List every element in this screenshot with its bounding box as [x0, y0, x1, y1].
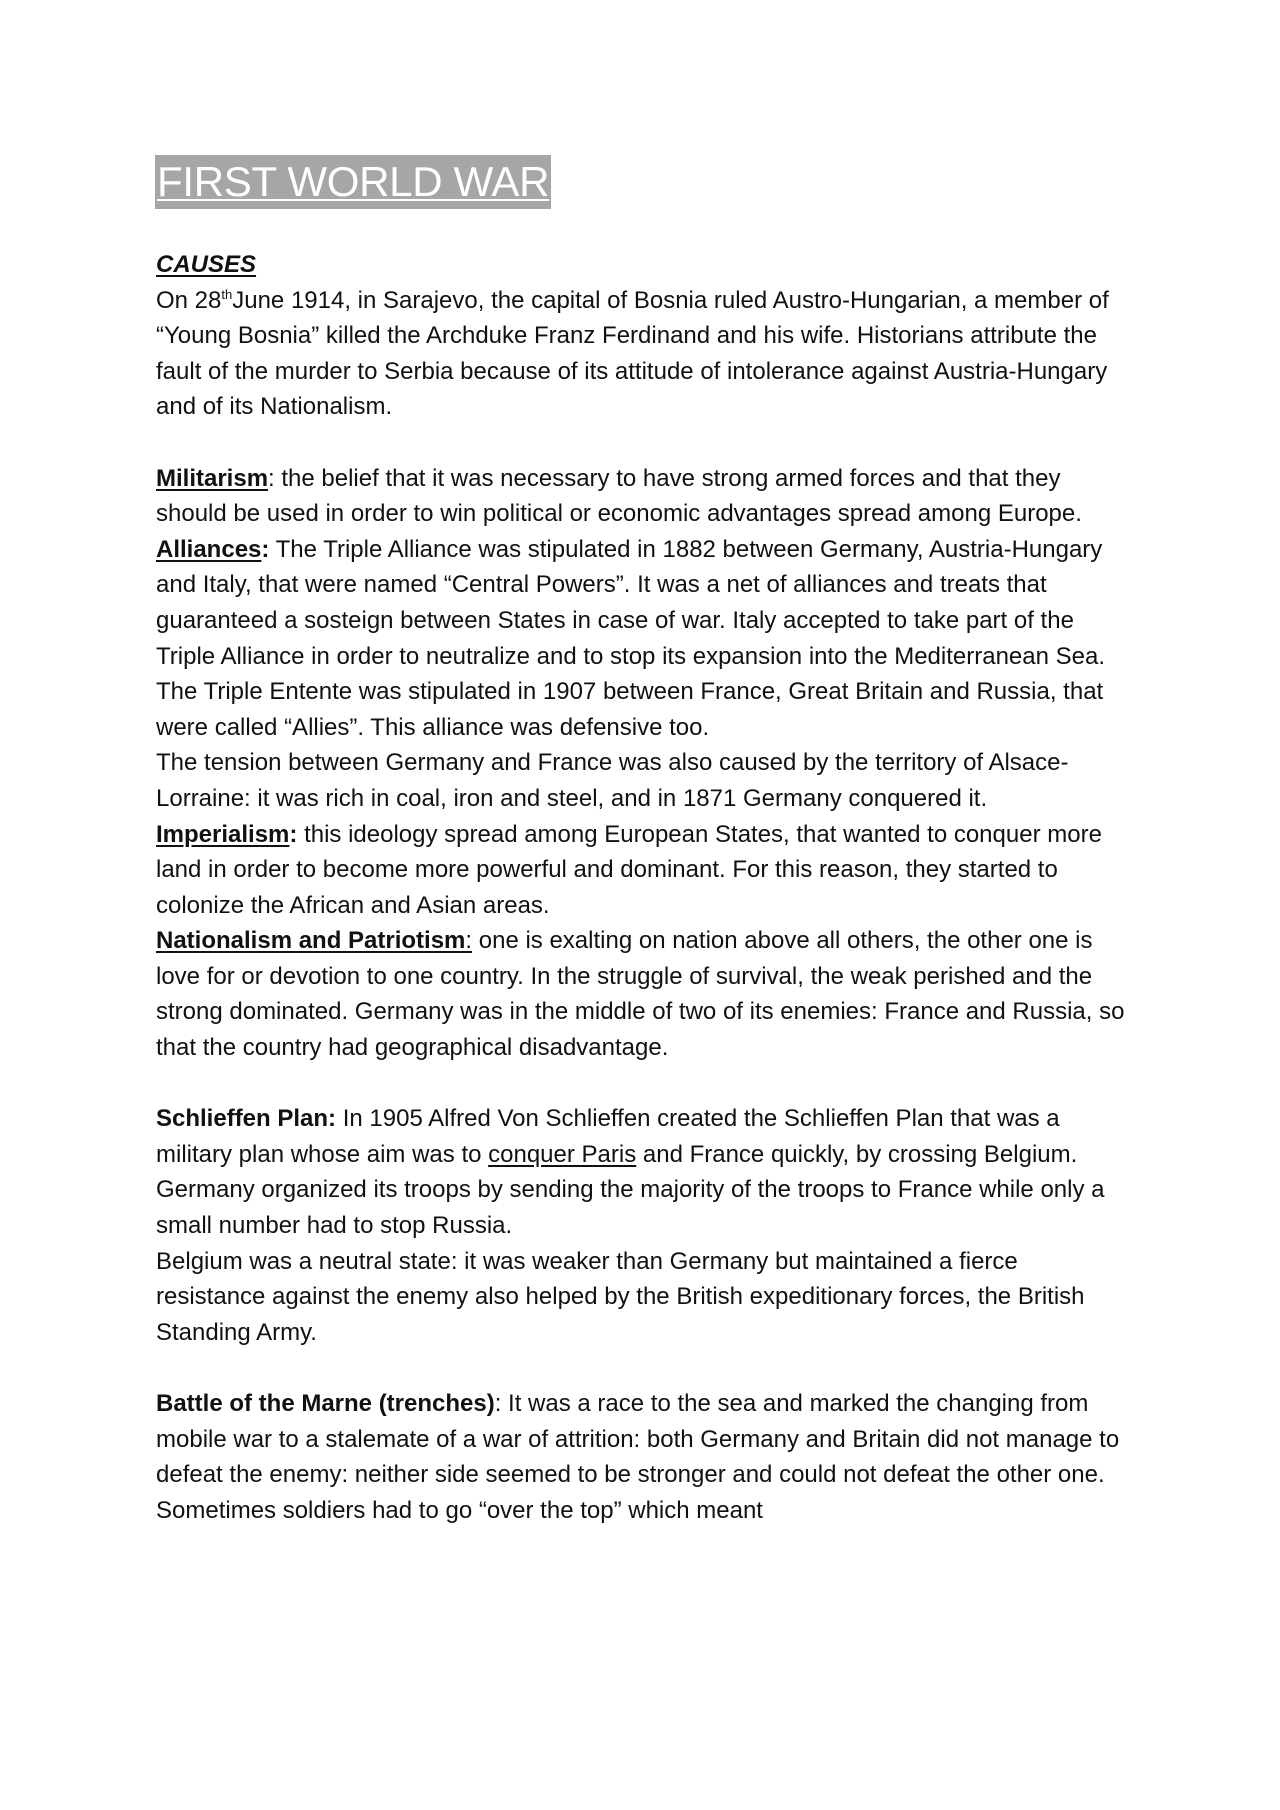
militarism-paragraph: [156, 461, 1131, 532]
imperialism-term: Imperialism: [156, 820, 290, 848]
page-title: FIRST WORLD WAR: [155, 155, 551, 209]
nationalism-term: Nationalism and Patriotism: [156, 927, 466, 955]
imperialism-colon: :: [289, 820, 298, 848]
nationalism-paragraph: [156, 923, 1131, 1065]
schlieffen-underlined: conquer Paris: [488, 1140, 637, 1168]
alliances-term: Alliances: [156, 535, 262, 563]
schlieffen-paragraph: [156, 1101, 1131, 1243]
alliances-colon: :: [261, 535, 270, 563]
imperialism-text: this ideology spread among European States, that wanted to conquer more land in order to become more powerful and dominant. For this reason, they started to colonize the African and Asian areas.: [156, 820, 1102, 919]
paragraph-spacer: [156, 1350, 1131, 1386]
schlieffen-text-before: In 1905 Alfred Von Schlieffen created the Schlieffen Plan that was a military plan whose aim was to: [156, 1105, 1060, 1168]
document-body: [156, 247, 1131, 1528]
alsace-lorraine-paragraph: The tension between Germany and France was also caused by the territory of Alsace-Lorraine: it was rich in coal, iron and steel, and in 1871 Germany conquered it.: [156, 749, 1069, 812]
paragraph-spacer: [156, 425, 1131, 461]
intro-text: June 1914, in Sarajevo, the capital of Bosnia ruled Austro-Hungarian, a member of “Young Bosnia” killed the Archduke Franz Ferdinand and his wife. Historians attribute the fault of the murder to Serbia because of its attitude of intolerance against Austria-Hungary and of its Nationalism.: [156, 286, 1109, 421]
causes-heading: [156, 247, 1131, 283]
nationalism-colon: :: [465, 927, 473, 955]
schlieffen-term: Schlieffen Plan:: [156, 1105, 337, 1133]
schlieffen-text-after: and France quickly, by crossing Belgium. Germany organized its troops by sending the majority of the troops to France while only a small number had to stop Russia.: [156, 1140, 1105, 1240]
imperialism-paragraph: [156, 817, 1131, 924]
causes-heading-text: CAUSES: [156, 251, 257, 278]
intro-ordinal: th: [221, 286, 233, 302]
militarism-text: : the belief that it was necessary to have strong armed forces and that they should be used in order to win political or economic advantages spread among Europe.: [156, 464, 1082, 528]
nationalism-text: one is exalting on nation above all others, the other one is love for or devotion to one country. In the struggle of survival, the weak perished and the strong dominated. Germany was in the middle of two of its enemies: France and Russia, so that the country had geographical disadvantage.: [156, 927, 1125, 1062]
alliances-paragraph: [156, 532, 1131, 674]
entente-paragraph: The Triple Entente was stipulated in 1907 between France, Great Britain and Russia, that were called “Allies”. This alliance was defensive too.: [156, 678, 1104, 741]
intro-day: On 28: [156, 286, 222, 314]
marne-term: Battle of the Marne (trenches): [156, 1390, 495, 1417]
alliances-text: The Triple Alliance was stipulated in 1882 between Germany, Austria-Hungary and Italy, that were named “Central Powers”. It was a net of alliances and treats that guaranteed a sosteign between States in case of war. Italy accepted to take part of the Triple Alliance in order to neutralize and to stop its expansion into the Mediterranean Sea.: [156, 535, 1106, 670]
paragraph-spacer: [156, 1066, 1131, 1102]
marne-paragraph: [156, 1386, 1131, 1528]
militarism-term: Militarism: [156, 464, 269, 492]
causes-intro-paragraph: [156, 283, 1131, 425]
belgium-paragraph: Belgium was a neutral state: it was weaker than Germany but maintained a fierce resistance against the enemy also helped by the British expeditionary forces, the British Standing Army.: [156, 1247, 1085, 1346]
marne-text: : It was a race to the sea and marked the changing from mobile war to a stalemate of a war of attrition: both Germany and Britain did not manage to defeat the enemy: neither side seemed to be stronger and could not defeat the other one. Sometimes soldiers had to go “over the top” which meant: [156, 1390, 1120, 1524]
